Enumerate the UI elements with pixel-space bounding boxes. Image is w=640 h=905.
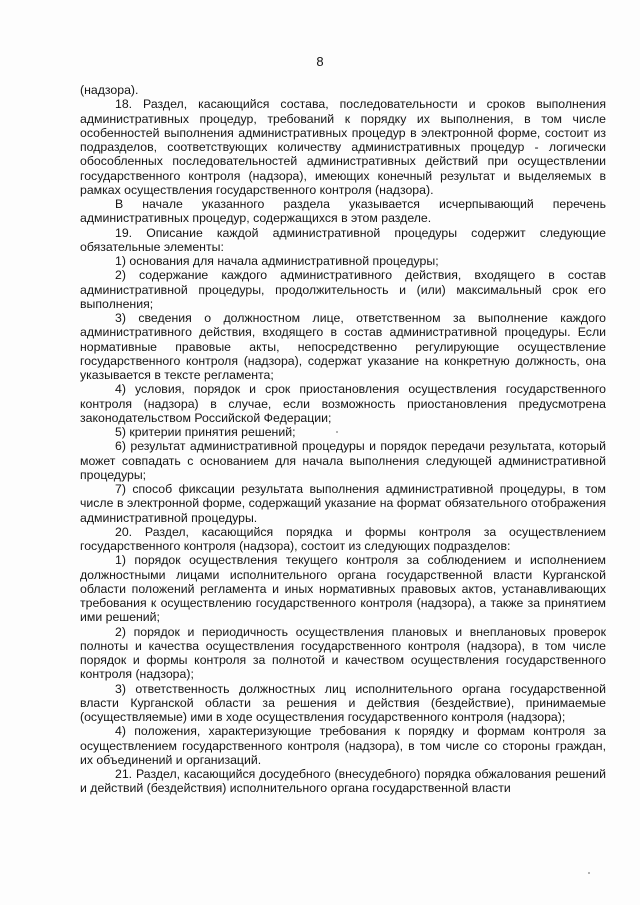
paragraph: 4) условия, порядок и срок приостановления осуществления государственного контроля (надзора) в случае, если возможность приостановления предусмотрена законодательством Российской Федерации; xyxy=(80,382,606,425)
paragraph: 2) содержание каждого административного действия, входящего в состав административной процедуры, продолжительность и (или) максимальный срок его выполнения; xyxy=(80,268,606,311)
scan-speck xyxy=(336,431,338,433)
paragraph: 7) способ фиксации результата выполнения административной процедуры, в том числе в электронной форме, содержащий указание на формат обязательного отображения административной процедуры. xyxy=(80,482,606,525)
paragraph: 3) сведения о должностном лице, ответственном за выполнение каждого административного действия, входящего в состав административной процедуры. Если нормативные правовые акты, непосредственно регулирующие осуществление государственного контроля (надзора), содержат указание на конкретную должность, она указывается в тексте регламента; xyxy=(80,311,606,382)
scan-speck xyxy=(588,872,590,874)
page-number: 8 xyxy=(316,54,324,69)
paragraph: В начале указанного раздела указывается исчерпывающий перечень административных процедур, содержащихся в этом разделе. xyxy=(80,197,606,226)
document-body xyxy=(80,83,606,796)
paragraph: 1) основания для начала административной процедуры; xyxy=(115,254,439,268)
paragraph: (надзора). xyxy=(80,83,139,97)
paragraph: 20. Раздел, касающийся порядка и формы контроля за осуществлением государственного контроля (надзора), состоит из следующих подразделов: xyxy=(80,524,606,553)
paragraph: 6) результат административной процедуры и порядок передачи результата, который может совпадать с основанием для начала выполнения следующей административной процедуры; xyxy=(80,439,606,482)
paragraph: 18. Раздел, касающийся состава, последовательности и сроков выполнения административных процедур, требований к порядку их выполнения, в том числе особенностей выполнения административных процедур в электронной форме, состоит из подразделов, соответствующих количеству административных процедур - логически обособленных последовательностей административных действий при осуществлении государственного контроля (надзора), имеющих конечный результат и выделяемых в рамках осуществления государственного контроля (надзора). xyxy=(80,97,606,197)
paragraph: 4) положения, характеризующие требования к порядку и формам контроля за осуществлением государственного контроля (надзора), в том числе со стороны граждан, их объединений и организаций. xyxy=(80,724,606,767)
paragraph: 5) критерии принятия решений; xyxy=(115,425,296,439)
paragraph: 1) порядок осуществления текущего контроля за соблюдением и исполнением должностными лицами исполнительного органа государственной власти Курганской области положений регламента и иных нормативных правовых актов, устанавливающих требования к осуществлению государственного контроля (надзора), а также за принятием ими решений; xyxy=(80,553,606,625)
paragraph: 2) порядок и периодичность осуществления плановых и внеплановых проверок полноты и качества осуществления государственного контроля (надзора), в том числе порядок и формы контроля за полнотой и качеством осуществления государственного контроля (надзора); xyxy=(80,624,606,682)
paragraph: 19. Описание каждой административной процедуры содержит следующие обязательные элементы: xyxy=(80,225,606,254)
paragraph: 21. Раздел, касающийся досудебного (внесудебного) порядка обжалования решений и действий (бездействия) исполнительного органа государственной власти xyxy=(80,767,606,796)
paragraph: 3) ответственность должностных лиц исполнительного органа государственной власти Курганской области за решения и действия (бездействие), принимаемые (осуществляемые) ими в ходе осуществления государственного контроля (надзора); xyxy=(80,681,606,724)
